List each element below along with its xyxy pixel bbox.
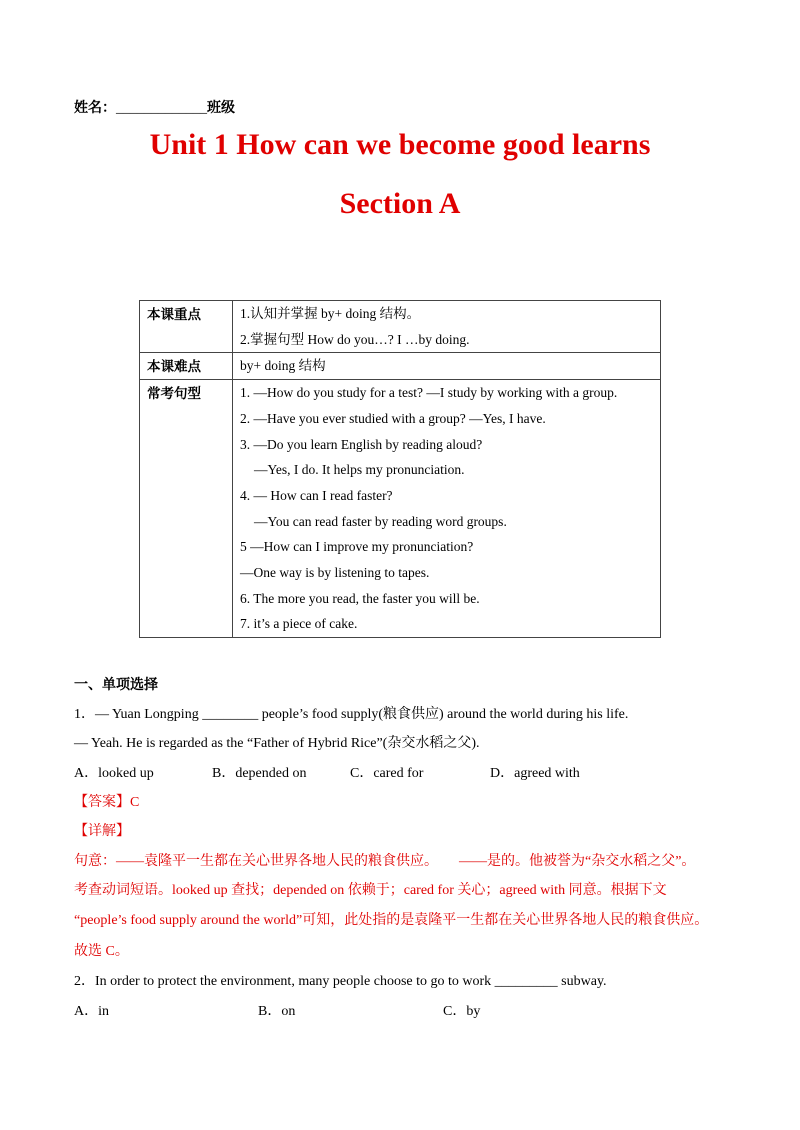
table-line: 1. —How do you study for a test? —I study by working with a group. bbox=[240, 385, 618, 401]
table-line: —Yes, I do. It helps my pronunciation. bbox=[254, 462, 465, 478]
name-label: 姓名： bbox=[74, 101, 116, 116]
row-head-difficulty: 本课难点 bbox=[140, 353, 233, 380]
q2-option-b: B．on bbox=[258, 1004, 296, 1019]
table-line: 5 —How can I improve my pronunciation? bbox=[240, 539, 474, 555]
q1-explanation-line: 考查动词短语。looked up 查找；depended on 依赖于；cared for 关心；agreed with 同意。根据下文 bbox=[74, 883, 667, 898]
row-content-focus bbox=[233, 301, 661, 353]
q1-line2: — Yeah. He is regarded as the “Father of Hybrid Rice”(杂交水稻之父). bbox=[74, 736, 480, 751]
table-line: —You can read faster by reading word groups. bbox=[254, 513, 507, 529]
page-title: Unit 1 How can we become good learns bbox=[149, 128, 651, 161]
table-line: 6. The more you read, the faster you will be. bbox=[240, 590, 480, 606]
q1-option-c: C．cared for bbox=[350, 766, 424, 781]
table-line: 3. —Do you learn English by reading aloud? bbox=[240, 436, 483, 452]
table-row bbox=[140, 353, 661, 380]
q1-option-b: B．depended on bbox=[212, 766, 307, 781]
q1-option-d: D．agreed with bbox=[490, 766, 580, 781]
table-line: by+ doing 结构 bbox=[240, 358, 326, 374]
q2-option-a: A．in bbox=[74, 1004, 109, 1019]
q1-answer: 【答案】C bbox=[74, 795, 140, 810]
section-heading: 一、单项选择 bbox=[74, 678, 158, 693]
table-row bbox=[140, 380, 661, 638]
q2-option-c: C．by bbox=[443, 1004, 481, 1019]
table-row bbox=[140, 301, 661, 353]
table-line: —One way is by listening to tapes. bbox=[240, 565, 430, 581]
q2-line1: 2．In order to protect the environment, many people choose to go to work _________ subway. bbox=[74, 974, 607, 989]
name-class-line bbox=[74, 97, 235, 117]
page-subtitle: Section A bbox=[339, 187, 461, 220]
row-head-focus: 本课重点 bbox=[140, 301, 233, 353]
table-line: 4. — How can I read faster? bbox=[240, 487, 393, 503]
row-head-sentences: 常考句型 bbox=[140, 380, 233, 638]
key-points-table bbox=[139, 300, 661, 638]
row-content-difficulty bbox=[233, 353, 661, 380]
q1-option-a: A．looked up bbox=[74, 766, 154, 781]
q1-explanation-line: 句意：——袁隆平一生都在关心世界各地人民的粮食供应。 ——是的。他被誉为“杂交水稻之父”。 bbox=[74, 854, 696, 869]
q1-explanation-line: 故选 C。 bbox=[74, 944, 129, 959]
class-label: 班级 bbox=[207, 101, 235, 116]
q1-detail-label: 【详解】 bbox=[74, 824, 130, 839]
table-line: 1.认知并掌握 by+ doing 结构。 bbox=[240, 306, 421, 321]
table-line: 7. it’s a piece of cake. bbox=[240, 616, 358, 632]
row-content-sentences bbox=[233, 380, 661, 638]
q1-explanation-line: “people’s food supply around the world”可知，此处指的是袁隆平一生都在关心世界各地人民的粮食供应。 bbox=[74, 913, 709, 928]
table-line: 2. —Have you ever studied with a group? —Yes, I have. bbox=[240, 410, 546, 426]
table-line: 2.掌握句型 How do you…? I …by doing. bbox=[240, 331, 470, 347]
q1-line1: 1．— Yuan Longping ________ people’s food supply(粮食供应) around the world during his life. bbox=[74, 707, 629, 722]
name-blank: _____________ bbox=[116, 101, 207, 116]
